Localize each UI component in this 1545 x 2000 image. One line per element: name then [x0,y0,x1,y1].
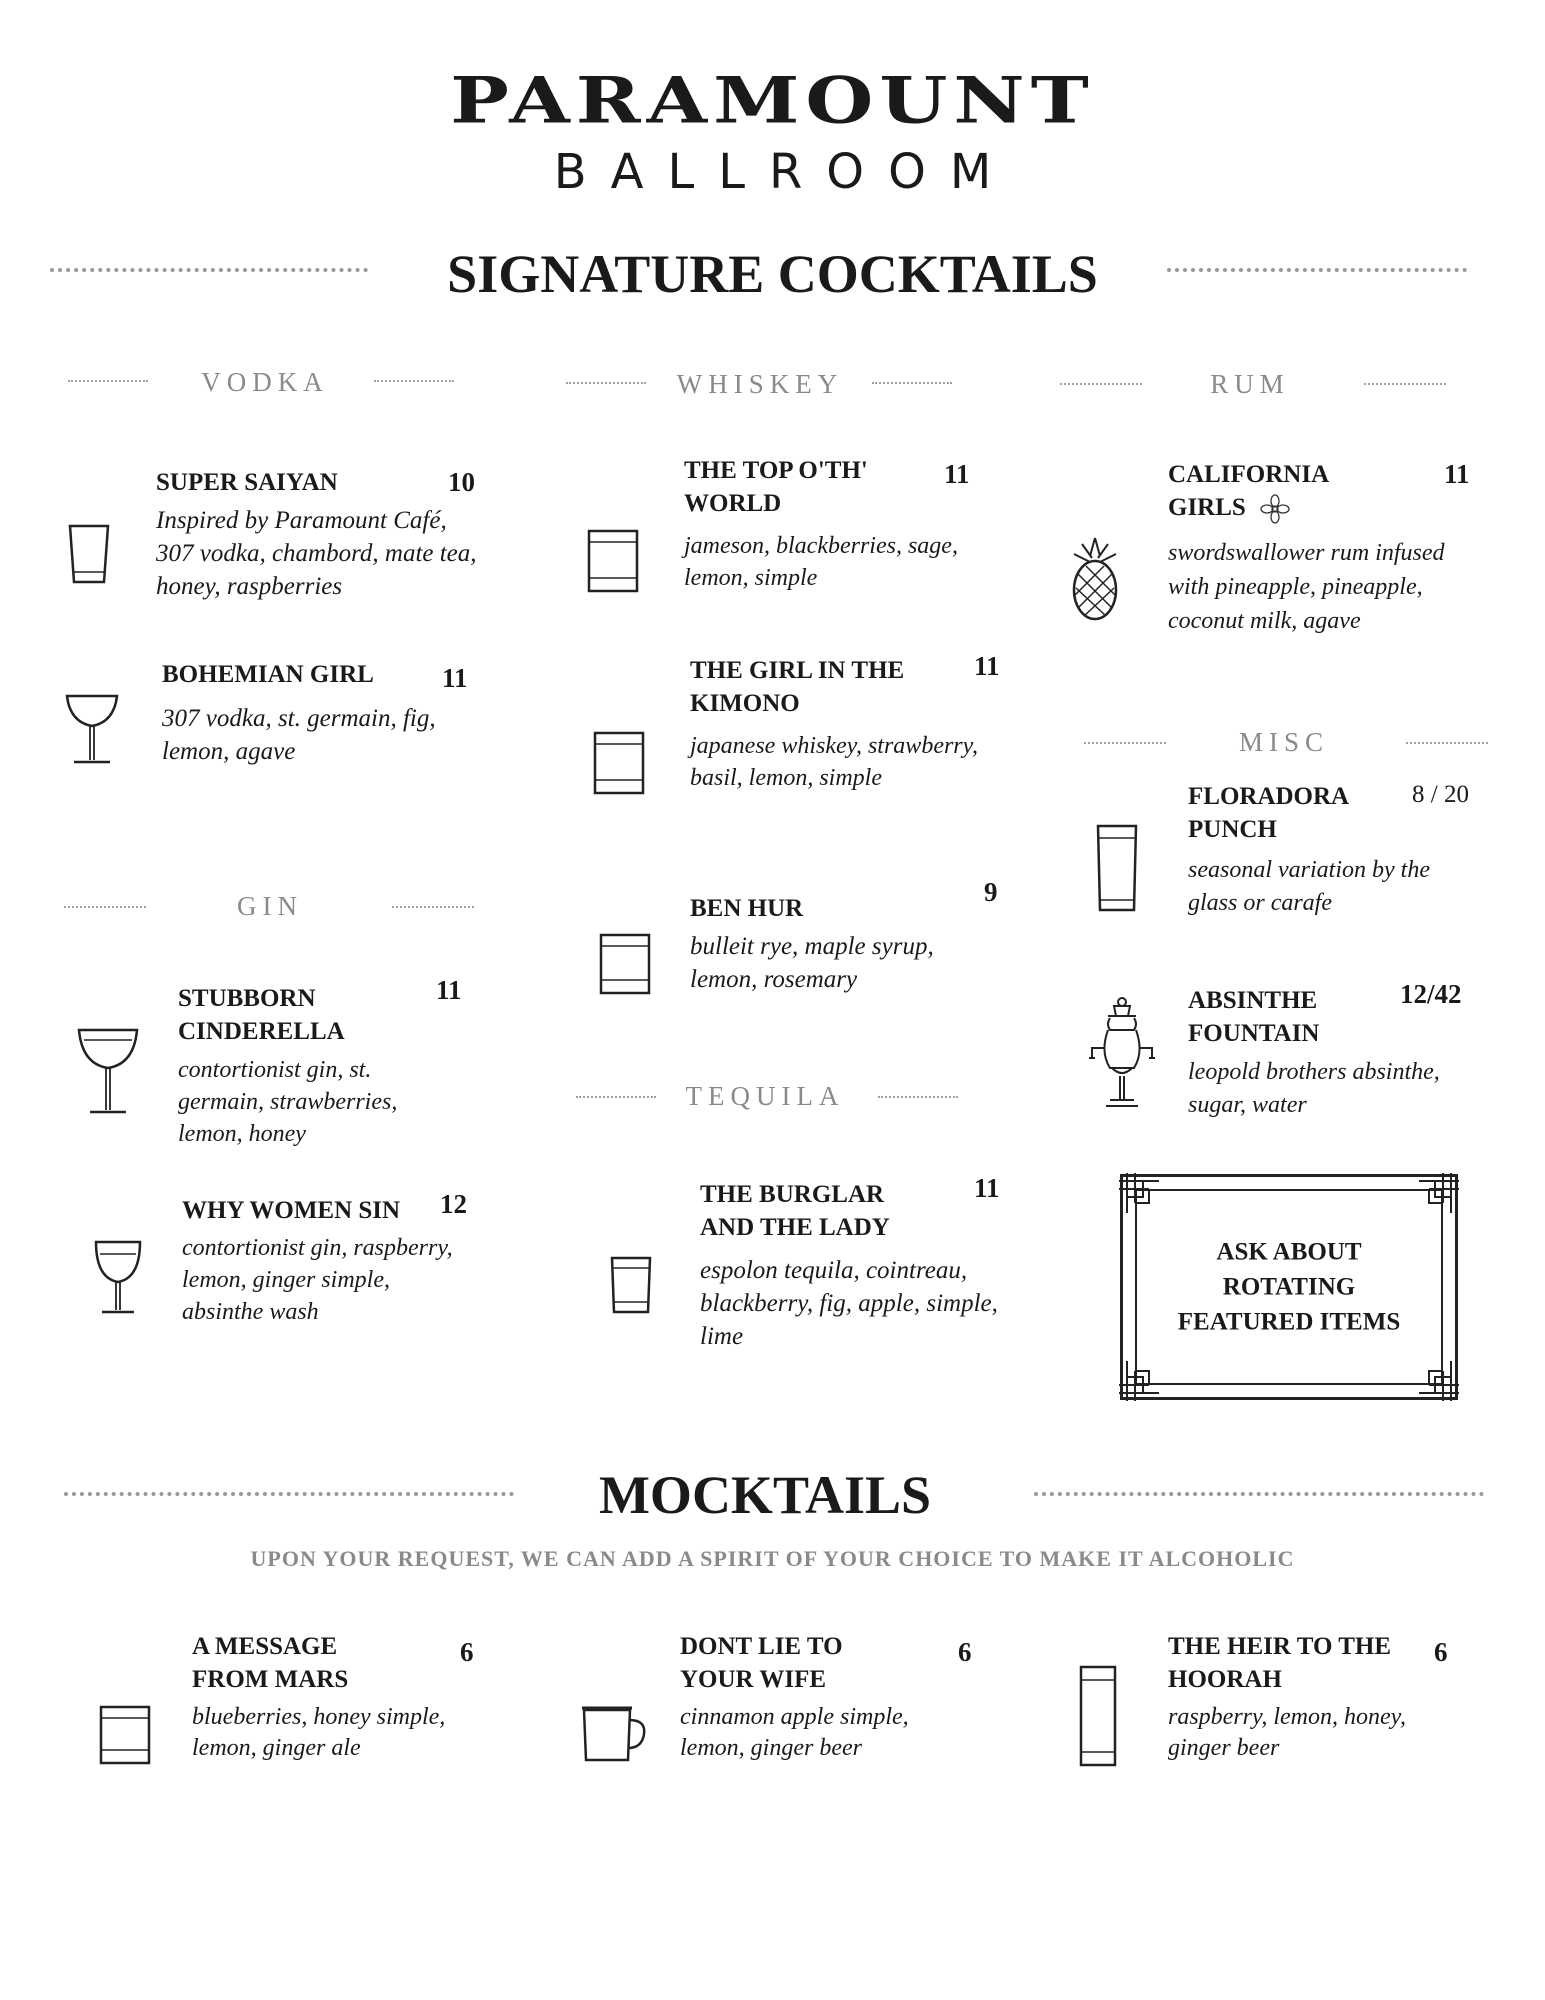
item-description: leopold brothers absinthe, sugar, water [1188,1059,1440,1118]
coupe-glass-icon [76,1026,140,1116]
mocktails-title: MOCKTAILS [598,1465,932,1525]
divider-dots [566,382,646,384]
item-price: 8 / 20 [1412,781,1469,808]
section-gin: GIN [237,891,303,921]
item-price: 11 [944,459,970,489]
item-price: 11 [436,975,462,1005]
divider-dots [872,382,952,384]
signature-title: SIGNATURE COCKTAILS [447,244,1098,304]
divider-dots [576,1096,656,1098]
item-name: THE BURGLAR AND THE LADY [700,1181,890,1241]
item-name: THE GIRL IN THE KIMONO [690,657,905,717]
item-name: DONT LIE TO YOUR WIFE [680,1633,843,1693]
featured-items-box [1120,1174,1458,1400]
item-description: raspberry, lemon, honey, ginger beer [1168,1704,1406,1761]
item-name: FLORADORA PUNCH [1188,783,1350,843]
item-price: 11 [442,663,468,693]
item-name: BOHEMIAN GIRL [162,661,374,688]
divider-dots [64,1492,514,1496]
divider-dots [1034,1492,1484,1496]
item-price: 6 [1434,1637,1448,1667]
item-description: jameson, blackberries, sage, lemon, simple [684,533,958,591]
item-name: A MESSAGE FROM MARS [192,1633,349,1693]
flower-icon [1260,494,1290,524]
item-description: blueberries, honey simple, lemon, ginger ale [192,1704,446,1761]
item-price: 12/42 [1400,979,1462,1009]
divider-dots [1084,742,1166,744]
brand-subtitle: BALLROOM [553,144,1016,200]
coupe-glass-icon [64,692,120,766]
item-description: cinnamon apple simple, lemon, ginger beer [680,1704,909,1761]
featured-items-text: ASK ABOUT ROTATING FEATURED ITEMS [1177,1238,1401,1336]
item-description: bulleit rye, maple syrup, lemon, rosemary [690,933,934,993]
item-price: 11 [974,651,1000,681]
divider-dots [1167,268,1467,272]
divider-dots [1364,383,1446,385]
old-fashioned-glass-icon [586,528,640,594]
pineapple-icon [1068,534,1122,622]
item-price: 6 [958,1637,972,1667]
divider-dots [392,906,474,908]
absinthe-fountain-icon [1082,996,1162,1112]
corner-ornament [1419,1173,1459,1213]
divider-dots [1406,742,1488,744]
divider-dots [64,906,146,908]
item-description: contortionist gin, st. germain, strawberries, lemon, honey [178,1057,398,1147]
item-description: contortionist gin, raspberry, lemon, ginger simple, absinthe wash [182,1235,453,1325]
corner-ornament [1419,1361,1459,1401]
old-fashioned-glass-icon [98,1704,152,1766]
rocks-glass-icon [64,522,114,586]
divider-dots [50,268,368,272]
item-price: 11 [1444,459,1470,489]
divider-dots [68,380,148,382]
item-description: espolon tequila, cointreau, blackberry, fig, apple, simple, lime [700,1257,998,1350]
rocks-glass-icon [608,1254,654,1316]
item-price: 9 [984,877,998,907]
corner-ornament [1119,1361,1159,1401]
item-price: 12 [440,1189,467,1219]
item-name: BEN HUR [690,895,804,922]
section-vodka: VODKA [201,367,329,397]
item-name: ABSINTHE FOUNTAIN [1188,987,1320,1047]
item-name: WHY WOMEN SIN [182,1197,401,1224]
item-description: japanese whiskey, strawberry, basil, lemon, simple [690,733,978,791]
item-name: THE HEIR TO THE HOORAH [1168,1633,1392,1693]
old-fashioned-glass-icon [592,730,646,796]
item-name: CALIFORNIA GIRLS [1168,461,1330,521]
item-description: 307 vodka, st. germain, fig, lemon, agave [162,705,436,765]
item-description: swordswallower rum infused with pineapple, pineapple, coconut milk, agave [1168,540,1445,634]
divider-dots [374,380,454,382]
item-name: STUBBORN CINDERELLA [178,985,345,1045]
divider-dots [1060,383,1142,385]
item-description: Inspired by Paramount Café, 307 vodka, chambord, mate tea, honey, raspberries [156,507,477,600]
divider-dots [878,1096,958,1098]
item-price: 10 [448,467,475,497]
item-name: SUPER SAIYAN [156,469,338,496]
section-rum: RUM [1210,369,1290,399]
section-tequila: TEQUILA [685,1081,845,1111]
old-fashioned-glass-icon [598,932,652,996]
item-name: THE TOP O'TH' WORLD [684,457,868,517]
corner-ornament [1119,1173,1159,1213]
item-price: 11 [974,1173,1000,1203]
item-description: seasonal variation by the glass or carafe [1188,857,1430,916]
section-whiskey: WHISKEY [676,369,844,399]
highball-glass-icon [1094,822,1140,916]
copper-mug-icon [578,1704,650,1766]
brand-name: PARAMOUNT [450,63,1095,138]
wine-glass-icon [92,1238,144,1316]
item-price: 6 [460,1637,474,1667]
collins-glass-icon [1078,1664,1118,1768]
section-misc: MISC [1238,727,1330,757]
mocktails-note: UPON YOUR REQUEST, WE CAN ADD A SPIRIT OF YOUR CHOICE TO MAKE IT ALCOHOLIC [250,1546,1295,1571]
